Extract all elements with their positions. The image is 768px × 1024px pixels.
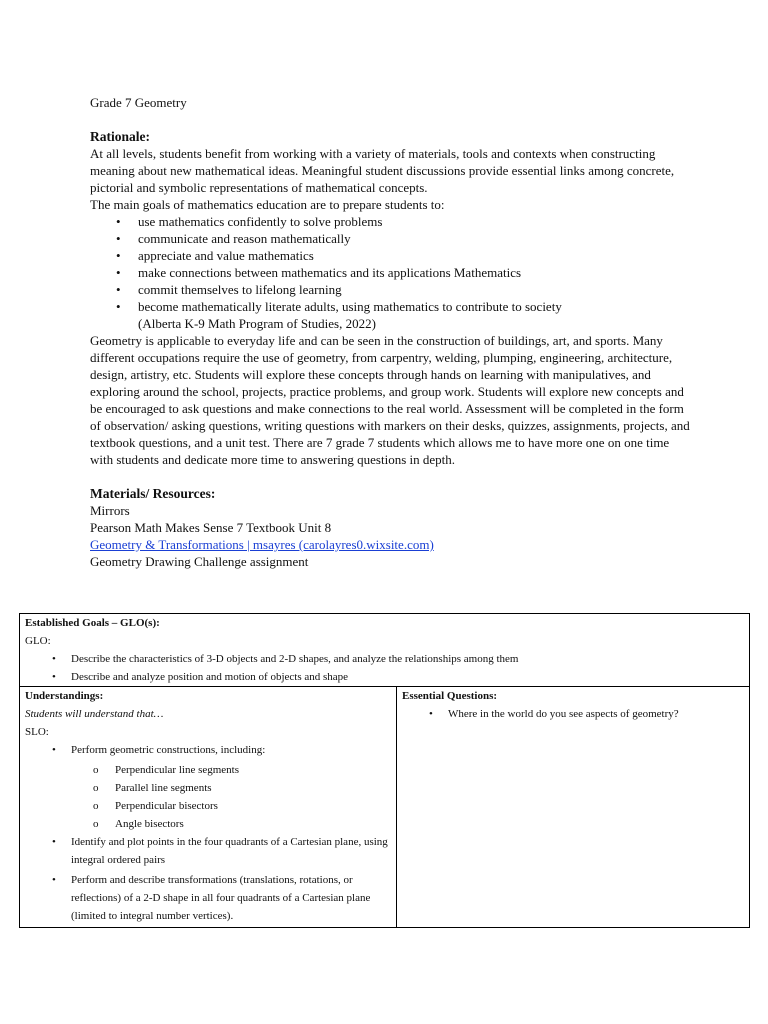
goal-item: • make connections between mathematics and its applications Mathematics: [90, 264, 690, 281]
slo-label: SLO:: [25, 726, 49, 738]
slo-subitem: o Parallel line segments: [25, 779, 391, 797]
rationale-body: Geometry is applicable to everyday life and can be seen in the construction of buildings, art, and sports. Many different occupations require the use of geometry, from carpentry, welding, plumping, engineering, architecture, design, artistry, etc. Students will explore these concepts through hands on learning with manipulatives, and exploring around the school, projects, practice problems, and group work. Students will explore new concepts and be encouraged to ask questions and make connections to the real world. Assessment will be completed in the form of observation/ asking questions, writing questions with markers on their desks, quizzes, assignments, projects, and textbook questions, and a unit test. There are 7 grade 7 students which allows me to have more one on one time with students and dedicate more time to answering questions in depth.: [90, 333, 690, 467]
rationale-heading: Rationale:: [90, 129, 150, 144]
glo-item: • Describe and analyze position and motion of objects and shape: [25, 668, 744, 686]
glo-label: GLO:: [25, 635, 51, 647]
slo-sublist: [25, 761, 391, 833]
slo-item: • Identify and plot points in the four quadrants of a Cartesian plane, using integral ordered pairs: [25, 833, 391, 869]
goal-item: • become mathematically literate adults, using mathematics to contribute to society: [90, 298, 690, 315]
rationale-intro: At all levels, students benefit from working with a variety of materials, tools and contexts when constructing meaning about new mathematical ideas. Meaningful student discussions provide essential links among concrete, pictorial and symbolic representations of mathematical concepts.: [90, 146, 675, 195]
slo-item: • Perform and describe transformations (translations, rotations, or reflections) of a 2-D shape in all four quadrants of a Cartesian plane (limited to integral number vertices).: [25, 871, 391, 925]
slo-item-text: Perform geometric constructions, including:: [71, 744, 266, 756]
understandings-cell: [20, 687, 397, 928]
glo-item: • Describe the characteristics of 3-D objects and 2-D shapes, and analyze the relationships among them: [25, 650, 744, 668]
page-title: Grade 7 Geometry: [90, 95, 187, 110]
goal-item: • use mathematics confidently to solve problems: [90, 213, 690, 230]
slo-item: [25, 741, 391, 759]
goal-item: • communicate and reason mathematically: [90, 230, 690, 247]
citation: (Alberta K-9 Math Program of Studies, 2022): [138, 316, 376, 331]
slo-subitem: o Perpendicular bisectors: [25, 797, 391, 815]
material-item: Mirrors: [90, 503, 130, 518]
goals-heading: Established Goals – GLO(s):: [25, 617, 160, 629]
essential-question-item: • Where in the world do you see aspects of geometry?: [402, 705, 744, 723]
understandings-subheading: Students will understand that…: [25, 708, 164, 720]
goal-item: • commit themselves to lifelong learning: [90, 281, 690, 298]
goals-row: [20, 614, 750, 687]
slo-subitem: o Angle bisectors: [25, 815, 391, 833]
goals-cell: [20, 614, 750, 687]
material-item: Geometry Drawing Challenge assignment: [90, 554, 309, 569]
slo-subitem: o Perpendicular line segments: [25, 761, 391, 779]
understandings-row: [20, 687, 750, 928]
goal-item: • appreciate and value mathematics: [90, 247, 690, 264]
essential-questions-cell: [397, 687, 750, 928]
essential-questions-list: [402, 705, 744, 723]
document-body: [90, 94, 690, 570]
material-item: Pearson Math Makes Sense 7 Textbook Unit 8: [90, 520, 332, 535]
goals-lead: The main goals of mathematics education are to prepare students to:: [90, 197, 445, 212]
essential-questions-heading: Essential Questions:: [402, 690, 498, 702]
materials-heading: Materials/ Resources:: [90, 486, 216, 501]
goals-list: [90, 213, 690, 315]
understandings-heading: Understandings:: [25, 690, 104, 702]
slo-list: [25, 741, 391, 759]
materials-link[interactable]: Geometry & Transformations | msayres (carolayres0.wixsite.com): [90, 537, 434, 552]
slo-list-continued: [25, 833, 391, 925]
glo-list: [25, 650, 744, 686]
unit-plan-table: [19, 613, 750, 928]
